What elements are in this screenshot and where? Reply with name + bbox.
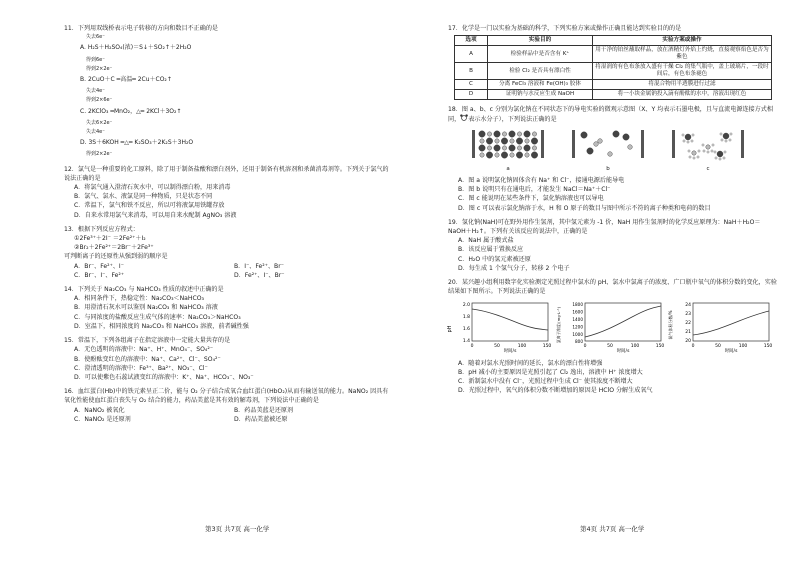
- water-molecule: [698, 150, 700, 152]
- nacl-solution-diagram: [670, 127, 746, 161]
- chloride-xtick: 150: [655, 344, 664, 350]
- chloride-ion: [524, 144, 530, 150]
- sodium-ion: [532, 145, 536, 149]
- water-molecule: [715, 157, 717, 159]
- q20-graph-chloride: [557, 299, 665, 356]
- q17-row-d-option: D: [455, 90, 488, 100]
- sodium-ion: [532, 131, 536, 135]
- q15-option-c: C．澄清透明的溶液中：Fe³⁺、Ba²⁺、NO₃⁻、Cl⁻: [74, 364, 208, 372]
- q12-option-d: D．自来水常用氯气来消毒，可以用自来水配制 AgNO₃ 溶液: [74, 211, 237, 219]
- q13-option-d: D．Fe²⁺、I⁻、Br⁻: [234, 271, 285, 279]
- q17-row-d-method: 将一小块金属钠投入滴有酚酞的水中，溶液出现红色: [593, 90, 772, 100]
- chloride-ion: [486, 151, 492, 157]
- water-molecule: [688, 150, 690, 152]
- water-molecule: [693, 157, 695, 159]
- ph-ytick: 1.4: [462, 339, 470, 345]
- q20-graph-oxygen: [669, 299, 773, 356]
- oxygen-ytick: 22: [685, 321, 691, 327]
- question-19: [448, 218, 778, 273]
- question-16: [64, 387, 394, 424]
- q13-stem: 13．根据下列反应方程式：: [64, 225, 139, 233]
- question-12: [64, 165, 394, 220]
- q13-ask: 可判断离子的还原性从强到弱的顺序是: [64, 253, 168, 261]
- q18-label-c: c: [706, 165, 710, 172]
- sodium-ion: [502, 131, 506, 135]
- q11-stem: 11．下列用双线桥表示电子转移的方向和数目不正确的是: [64, 25, 219, 32]
- water-molecule: [719, 158, 721, 160]
- q12-option-a: A．将氯气通入澄清石灰水中，可以制得漂白粉，用来消毒: [74, 184, 231, 192]
- chloride-ion: [524, 130, 530, 136]
- q17-row-a-method: 用干净的铂丝蘸取样品，放在酒精灯外焰上灼烧，直接观察焰色是否为紫色: [593, 46, 772, 63]
- q15-option-a: A．无色透明的溶液中：Na⁺、H⁺、MnO₄⁻、SO₄²⁻: [74, 346, 214, 354]
- ph-xtick: 0: [470, 344, 474, 350]
- q18-label-a: a: [506, 165, 510, 172]
- q17-table: [454, 35, 772, 100]
- oxygen-graph-ylabel: 氧气体积分数/%: [668, 310, 673, 341]
- water-molecule: [697, 156, 699, 158]
- q11-b-top: 得到2×2e⁻: [86, 65, 113, 72]
- q11-a-top: 失去6e⁻: [86, 34, 105, 41]
- water-molecule: [714, 151, 716, 153]
- question-14: [64, 285, 394, 331]
- oxygen-xtick: 0: [691, 344, 695, 350]
- chloride-ion: [494, 130, 500, 136]
- right-page-footer: 第4页 共7页 高一化学: [580, 525, 645, 533]
- q19-stem: 19．氢化钠(NaH)可在野外用作生氢剂，其中氢元素为 -1 价，NaH 用作生氢剂时的化学反应原理为：NaH＋H₂O＝NaOH＋H₂↑。下列有关该反应的说法中，正确的是: [448, 218, 761, 236]
- sodium-ion: [692, 150, 696, 154]
- sodium-ion: [510, 138, 514, 142]
- ph-graph-ylabel: pH: [447, 325, 453, 333]
- q18-stem: [448, 105, 778, 124]
- q16-option-d: D．药品美蓝被还原: [234, 415, 288, 423]
- chloride-ytick: 800: [574, 339, 583, 345]
- chloride-ion: [587, 147, 593, 153]
- q20-graph-ph: [448, 299, 552, 356]
- q11-c-label: C.: [80, 107, 87, 115]
- q16-option-a: A．NaNO₂ 被氧化: [74, 406, 125, 414]
- q20-option-a: A．随着对氯水光照时间的延长，氯水的漂白性将增强: [458, 359, 603, 367]
- q17-row-d-purpose: 证明钠与水反应生成 NaOH: [488, 90, 593, 100]
- water-molecule: [730, 133, 732, 135]
- sodium-ion: [480, 138, 484, 142]
- sodium-ion: [480, 152, 484, 156]
- water-molecule: [720, 133, 722, 135]
- chloride-curve: [585, 306, 661, 337]
- sodium-ion: [598, 138, 603, 143]
- q17-header-option: 选项: [455, 36, 488, 46]
- q17-row-c-method: 将混合物用半透膜进行过滤: [593, 80, 772, 90]
- q16-option-b: B．药品美蓝是还原剂: [234, 406, 294, 414]
- ph-xtick: 100: [517, 344, 527, 350]
- sodium-ion: [594, 141, 599, 146]
- q11-b-label: B.: [80, 76, 87, 84]
- chloride-ion: [613, 130, 619, 136]
- chloride-ion: [501, 151, 507, 157]
- chloride-ytick: 1400: [571, 317, 583, 323]
- q14-stem: 14．下列关于 Na₂CO₃ 与 NaHCO₃ 性质的叙述中正确的是: [64, 286, 224, 294]
- q17-row-c-option: C: [455, 80, 488, 90]
- q19-option-a: A．NaH 属于酸式盐: [458, 237, 514, 245]
- chloride-ion: [494, 144, 500, 150]
- oxygen-xtick: 100: [738, 344, 748, 350]
- chloride-ytick: 1600: [571, 309, 583, 315]
- chloride-graph-xlabel: 时间/s: [616, 349, 629, 355]
- q19-option-c: C．H₂O 中的氢元素被还原: [458, 255, 531, 263]
- water-molecule: [721, 139, 723, 141]
- sodium-ion: [495, 152, 499, 156]
- sodium-ion: [487, 145, 491, 149]
- q18-diagram-b: [570, 127, 646, 174]
- chloride-ion: [685, 134, 691, 140]
- oxygen-xtick: 150: [763, 344, 773, 350]
- water-molecule: [683, 140, 685, 142]
- question-17: [448, 24, 778, 100]
- q13-reaction-2: ②Br₂＋2Fe²⁺＝2Br⁻＋2Fe³⁺: [74, 244, 154, 252]
- q20-option-c: C．新制氯水中没有 Cl⁻，光照过程中生成 Cl⁻ 使其浓度不断增大: [458, 378, 633, 386]
- water-molecule: [707, 151, 709, 153]
- water-molecule: [692, 134, 694, 136]
- oxygen-ytick: 23: [685, 312, 691, 318]
- sodium-ion: [502, 145, 506, 149]
- question-11: [64, 24, 394, 160]
- sodium-ion: [517, 145, 521, 149]
- q17-row-b-purpose: 检验 Cl₂ 是否具有漂白性: [488, 63, 593, 80]
- q17-row-a-purpose: 检验样品中是否含有 K⁺: [488, 46, 593, 63]
- q11-b-bottom: 失去4e⁻: [86, 88, 105, 95]
- water-molecule-icon: [460, 114, 468, 121]
- oxygen-curve-graph: [669, 299, 773, 353]
- ph-ytick: 1.6: [462, 327, 470, 333]
- left-page: [64, 24, 394, 429]
- table-row: [455, 90, 772, 100]
- water-molecule: [687, 141, 689, 143]
- oxygen-curve: [693, 311, 769, 335]
- chloride-ion: [479, 130, 485, 136]
- q18-diagram-a: [470, 127, 546, 174]
- ph-xtick: 50: [494, 344, 500, 350]
- nacl-molten-diagram: [570, 127, 646, 161]
- q11-c-bottom: 失去6×2e⁻: [86, 119, 113, 126]
- q20-option-d: D．光照过程中，氧气的体积分数不断增加的原因是 HClO 分解生成氧气: [458, 387, 653, 395]
- q18-stem-part2: 表示水分子），下列说法正确的是: [468, 116, 557, 124]
- q17-header-method: 实验方案或操作: [593, 36, 772, 46]
- q14-option-c: C．与同浓度的盐酸反应生成气体的速率：Na₂CO₃＞NaHCO₃: [74, 313, 241, 321]
- q16-stem: 16．血红蛋白(Hb)中的铁元素呈正二价，能与 O₂ 分子结合成氧合血红蛋白(HbO₂)从而有输送氧的能力。NaNO₂ 因具有氧化性能使血红蛋白丧失与 O₂ 结合的能力，药品美蓝是其有效的解毒剂，下列说法中正确的是: [64, 388, 389, 405]
- oxygen-ytick: 24: [685, 303, 691, 309]
- water-molecule: [725, 140, 727, 142]
- question-13: [64, 225, 394, 280]
- chloride-ion: [531, 137, 537, 143]
- q18-label-b: b: [606, 165, 610, 172]
- q18-option-c: C．图 c 能说明在某些条件下，氯化钠溶液也可以导电: [458, 195, 604, 203]
- sodium-ion: [517, 131, 521, 135]
- ph-ytick: 1.8: [462, 315, 470, 321]
- water-molecule: [703, 150, 705, 152]
- q18-stem-part1: 18．图 a、b、c 分别为氯化钠在不同状态下的导电实验的微观示意图（X、Y 均表示石墨电极，且与直流电源连接方式相同，: [448, 106, 773, 124]
- q15-option-b: B．使酚酞变红色的溶液中：Na⁺、Ca²⁺、Cl⁻、SO₄²⁻: [74, 355, 221, 363]
- q14-option-a: A．相同条件下，热稳定性：Na₂CO₃＜NaHCO₃: [74, 295, 204, 303]
- ph-curve: [472, 309, 548, 330]
- water-molecule: [702, 144, 704, 146]
- sodium-ion: [608, 151, 613, 156]
- sodium-ion: [706, 144, 710, 148]
- chloride-ion: [531, 151, 537, 157]
- water-molecule: [711, 150, 713, 152]
- chloride-ion: [479, 144, 485, 150]
- q13-option-a: A．Br⁻、Fe²⁺、I⁻: [74, 262, 124, 270]
- q17-header-row: [455, 36, 772, 46]
- chloride-ion: [509, 130, 515, 136]
- chloride-ion: [516, 137, 522, 143]
- q11-d-label: D.: [80, 139, 87, 147]
- sodium-ion: [525, 152, 529, 156]
- q13-reaction-1: ①2Fe³⁺＋2I⁻ ＝2Fe²⁺＋I₂: [74, 235, 146, 243]
- chloride-xtick: 100: [630, 344, 639, 350]
- chloride-ion: [623, 133, 629, 139]
- water-molecule: [724, 151, 726, 153]
- sodium-ion: [510, 152, 514, 156]
- chloride-curve-graph: [557, 299, 665, 353]
- q19-option-b: B．该反应属于置换反应: [458, 246, 524, 254]
- q17-header-purpose: 实验目的: [488, 36, 593, 46]
- q11-c-top: 得到2×6e⁻: [86, 97, 113, 104]
- q17-row-b-method: 将湿润的有色布条放入盛有干燥 Cl₂ 的集气瓶中，盖上玻璃片，一段时间后，有色布条褪色: [593, 63, 772, 80]
- q11-a-bottom: 得到6e⁻: [86, 56, 105, 63]
- chloride-graph-ylabel: 氯离子浓度/(mg·L⁻¹): [555, 307, 561, 344]
- chloride-xtick: 0: [583, 344, 586, 350]
- right-page: [448, 24, 778, 400]
- q11-a-label: A.: [80, 44, 86, 52]
- sodium-ion: [487, 131, 491, 135]
- chloride-xtick: 50: [606, 344, 613, 350]
- water-molecule: [689, 156, 691, 158]
- q11-d-top: 失去4e⁻: [86, 129, 105, 136]
- water-molecule: [712, 144, 714, 146]
- water-molecule: [682, 134, 684, 136]
- q18-diagrams: [458, 127, 758, 174]
- oxygen-graph-xlabel: 时间/s: [724, 349, 738, 355]
- sodium-ion: [495, 138, 499, 142]
- q17-row-b-option: B: [455, 63, 488, 80]
- q20-stem: 20．某兴趣小组利用数字化实验测定光照过程中氯水的 pH、氯水中氯离子的浓度、广口瓶中氧气的体积分数的变化，实验结果如下图所示。下列说法正确的是: [448, 279, 777, 296]
- chloride-ion: [486, 137, 492, 143]
- chloride-ion: [717, 151, 723, 157]
- q14-option-b: B．用澄清石灰水可以鉴别 Na₂CO₃ 和 NaHCO₃ 溶液: [74, 304, 218, 312]
- oxygen-ytick: 21: [685, 330, 691, 336]
- oxygen-xtick: 50: [715, 344, 721, 350]
- q11-d-bottom: 得到2×2e⁻: [86, 151, 113, 158]
- question-18: [448, 105, 778, 213]
- q20-option-b: B．pH 减小的主要原因是光照引起了 Cl₂ 逸出，溶液中 H⁺ 浓度增大: [458, 368, 643, 376]
- chloride-ion: [516, 151, 522, 157]
- q18-option-b: B．图 b 说明只有在通电后，才能发生 NaCl＝Na⁺＋Cl⁻: [458, 186, 611, 194]
- oxygen-ytick: 20: [685, 339, 691, 345]
- left-page-footer: 第3页 共7页 高一化学: [205, 525, 270, 533]
- q15-stem: 15．常温下，下列各组离子在指定溶液中一定能大量共存的是: [64, 337, 231, 345]
- chloride-ytick: 1800: [571, 302, 583, 308]
- chloride-ytick: 1200: [571, 324, 583, 330]
- q18-option-d: D．图 c 可以表示氯化钠溶于水，H 和 O 原子的数目与图中所示不符的离子种类和电荷的数目: [458, 204, 711, 212]
- q11-c-equation: 2KClO₃ ═MnO₂，△═ 2KCl＋3O₂↑: [88, 107, 182, 115]
- question-20: [448, 278, 778, 395]
- q18-option-a: A．图 a 说明氯化钠固体含有 Na⁺ 和 Cl⁻，接通电源后能导电: [458, 177, 625, 185]
- nacl-solid-diagram: [470, 127, 546, 161]
- question-15: [64, 336, 394, 382]
- ph-ytick: 2.0: [462, 303, 470, 309]
- ph-curve-graph: [448, 299, 552, 353]
- water-molecule: [723, 157, 725, 159]
- ph-xtick: 150: [542, 344, 552, 350]
- chloride-ion: [501, 137, 507, 143]
- table-row: [455, 80, 772, 90]
- q11-a-equation: H₂S＋H₂SO₄(浓)＝S↓＋SO₂↑＋2H₂O: [87, 44, 192, 52]
- q12-stem: 12．氯气是一种重要的化工原料，除了用于制备盐酸和漂白剂外，还用于制备有机溶剂和杀菌消毒剂等。下列关于氯气的说法正确的是: [64, 165, 389, 182]
- q20-graphs: [448, 299, 773, 356]
- q16-option-c: C．NaNO₂ 是还原剂: [74, 415, 131, 423]
- chloride-ion: [581, 131, 587, 137]
- chloride-ion: [509, 144, 515, 150]
- chloride-ytick: 1000: [571, 332, 583, 338]
- water-molecule: [691, 140, 693, 142]
- water-molecule: [729, 139, 731, 141]
- q12-option-c: C．常温下，氯气和铁不反应，所以可将液氯用铁罐存放: [74, 202, 225, 210]
- sodium-ion: [628, 144, 633, 149]
- q14-option-d: D．室温下，相同浓度的 Na₂CO₃ 和 NaHCO₃ 溶液，前者碱性强: [74, 322, 249, 330]
- q12-option-b: B．氯气、氯水、液氯是同一种物质，只是状态不同: [74, 193, 213, 201]
- q17-stem: 17．化学是一门以实验为基础的科学，下列实验方案或操作正确且能达到实验目的的是: [448, 25, 682, 32]
- q17-row-c-purpose: 分离 FeCl₃ 溶液和 Fe(OH)₃ 胶体: [488, 80, 593, 90]
- q19-option-d: D．每生成 1 个氢气分子，转移 2 个电子: [458, 264, 570, 272]
- q13-option-c: C．Br⁻、I⁻、Fe²⁺: [74, 271, 125, 279]
- q17-row-a-option: A: [455, 46, 488, 63]
- q11-d-equation: 3S＋6KOH ═△═ K₂SO₃＋2K₂S＋3H₂O: [88, 139, 194, 147]
- table-row: [455, 46, 772, 63]
- q18-diagram-c: [670, 127, 746, 174]
- ph-graph-xlabel: 时间/s: [503, 349, 517, 355]
- sodium-ion: [525, 138, 529, 142]
- q11-b-equation: 2CuO＋C ═高温═ 2Cu＋CO₂↑: [87, 76, 172, 84]
- chloride-ion: [723, 133, 729, 139]
- table-row: [455, 63, 772, 80]
- q15-option-d: D．可以使紫色石蕊试液变红的溶液中：K⁺、Na⁺、HCO₃⁻、NO₃⁻: [74, 373, 254, 381]
- q13-option-b: B．I⁻、Fe²⁺、Br⁻: [234, 262, 284, 270]
